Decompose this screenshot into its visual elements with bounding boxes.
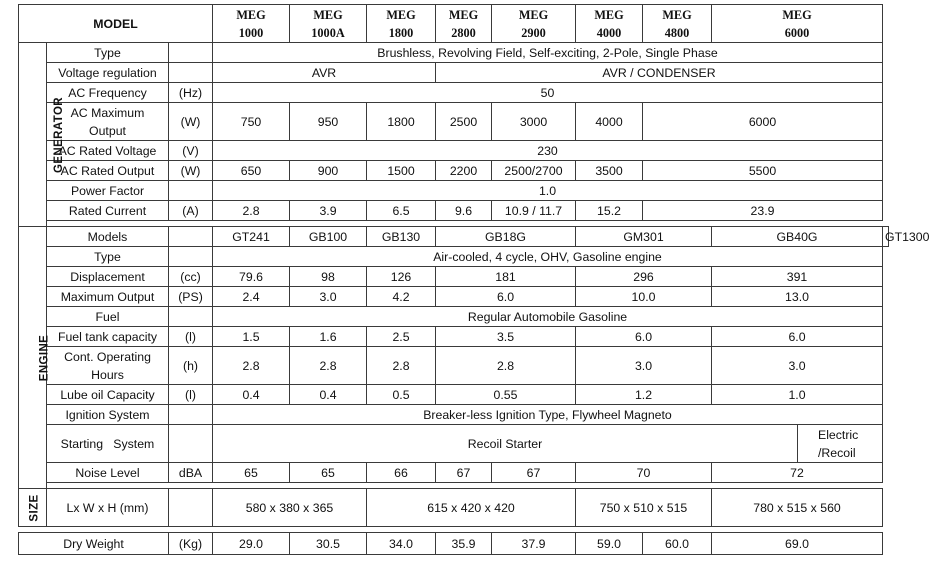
value-cell: 2.8 (436, 347, 576, 385)
value-cell: Air-cooled, 4 cycle, OHV, Gasoline engine (213, 247, 883, 267)
unit-cell: (l) (169, 327, 213, 347)
value-cell: Recoil Starter (213, 425, 798, 463)
row-label: Displacement (47, 267, 169, 287)
value-cell: 2.8 (290, 347, 367, 385)
value-cell: 79.6 (213, 267, 290, 287)
value-cell: 98 (290, 267, 367, 287)
unit-cell: (V) (169, 141, 213, 161)
section-size: SIZE (19, 489, 47, 527)
row-label: AC Maximum Output (47, 103, 169, 141)
value-cell: Electric /Recoil (798, 425, 883, 463)
value-cell: Brushless, Revolving Field, Self-exciting, 2-Pole, Single Phase (213, 43, 883, 63)
value-cell: 67 (492, 463, 576, 483)
table-row (19, 463, 889, 483)
row-label: Lx W x H (mm) (47, 489, 169, 527)
generator-spec-table (18, 4, 929, 555)
unit-cell (169, 181, 213, 201)
unit-cell: (l) (169, 385, 213, 405)
value-cell: 6.0 (576, 327, 712, 347)
value-cell: 0.4 (290, 385, 367, 405)
value-cell: 2500 (436, 103, 492, 141)
model-meg-1000a: MEG 1000A (290, 5, 367, 43)
model-meg-2900: MEG 2900 (492, 5, 576, 43)
value-cell: 181 (436, 267, 576, 287)
table-row (19, 425, 889, 463)
value-cell: 780 x 515 x 560 (712, 489, 883, 527)
value-cell: 4000 (576, 103, 643, 141)
row-label: Power Factor (47, 181, 169, 201)
unit-cell (169, 489, 213, 527)
row-label: Type (47, 43, 169, 63)
table-row (19, 327, 889, 347)
value-cell: GB18G (436, 227, 576, 247)
value-cell: 23.9 (643, 201, 883, 221)
table-row (19, 43, 889, 63)
unit-cell: (cc) (169, 267, 213, 287)
value-cell: 4.2 (367, 287, 436, 307)
value-cell: 3500 (576, 161, 643, 181)
unit-cell (169, 405, 213, 425)
unit-cell (169, 227, 213, 247)
value-cell: 2.4 (213, 287, 290, 307)
value-cell: 750 (213, 103, 290, 141)
value-cell: 0.4 (213, 385, 290, 405)
row-label: Ignition System (47, 405, 169, 425)
value-cell: 5500 (643, 161, 883, 181)
value-cell: 580 x 380 x 365 (213, 489, 367, 527)
section-engine: ENGINE (19, 227, 47, 489)
model-meg-1000: MEG 1000 (213, 5, 290, 43)
table-row (19, 267, 889, 287)
value-cell: GB40G (712, 227, 883, 247)
unit-cell: (W) (169, 161, 213, 181)
row-label: Type (47, 247, 169, 267)
value-cell: 65 (290, 463, 367, 483)
value-cell: 2.5 (367, 327, 436, 347)
unit-cell: (h) (169, 347, 213, 385)
value-cell: 1.0 (712, 385, 883, 405)
value-cell: 391 (712, 267, 883, 287)
value-cell: 750 x 510 x 515 (576, 489, 712, 527)
value-cell: 50 (213, 83, 883, 103)
value-cell: 2200 (436, 161, 492, 181)
value-cell: 230 (213, 141, 883, 161)
model-meg-4000: MEG 4000 (576, 5, 643, 43)
value-cell: 2.8 (367, 347, 436, 385)
value-cell: 72 (712, 463, 883, 483)
value-cell: 29.0 (213, 533, 290, 555)
value-cell: GT241 (213, 227, 290, 247)
value-cell: 1.5 (213, 327, 290, 347)
value-cell: 1500 (367, 161, 436, 181)
unit-cell: (Hz) (169, 83, 213, 103)
table-row (19, 385, 889, 405)
table-row (19, 307, 889, 327)
value-cell: GM301 (576, 227, 712, 247)
row-label: Lube oil Capacity (47, 385, 169, 405)
header-row (19, 5, 889, 43)
row-label: Models (47, 227, 169, 247)
value-cell: 900 (290, 161, 367, 181)
row-label: Noise Level (47, 463, 169, 483)
model-meg-6000: MEG 6000 (712, 5, 883, 43)
table-row (19, 533, 889, 555)
value-cell: 3.0 (576, 347, 712, 385)
value-cell: 1.2 (576, 385, 712, 405)
table-row (19, 181, 889, 201)
table-row (19, 103, 889, 141)
unit-cell: (W) (169, 103, 213, 141)
value-cell: GB130 (367, 227, 436, 247)
table-row (19, 405, 889, 425)
value-cell: 296 (576, 267, 712, 287)
table-row (19, 287, 889, 307)
table-row (19, 161, 889, 181)
value-cell: 1.6 (290, 327, 367, 347)
row-label: Fuel tank capacity (47, 327, 169, 347)
value-cell: 66 (367, 463, 436, 483)
value-cell: 30.5 (290, 533, 367, 555)
value-cell: AVR / CONDENSER (436, 63, 883, 83)
value-cell: Regular Automobile Gasoline (213, 307, 883, 327)
value-cell: 3.0 (290, 287, 367, 307)
value-cell: 6.5 (367, 201, 436, 221)
value-cell: 6.0 (436, 287, 576, 307)
value-cell: 3000 (492, 103, 576, 141)
value-cell: 15.2 (576, 201, 643, 221)
row-label: AC Rated Voltage (47, 141, 169, 161)
row-label: Rated Current (47, 201, 169, 221)
value-cell: 126 (367, 267, 436, 287)
unit-cell (169, 63, 213, 83)
row-label: Dry Weight (19, 533, 169, 555)
unit-cell: (PS) (169, 287, 213, 307)
value-cell: 0.55 (436, 385, 576, 405)
row-label: Cont. Operating Hours (47, 347, 169, 385)
unit-cell (169, 247, 213, 267)
value-cell: 3.0 (712, 347, 883, 385)
value-cell: 37.9 (492, 533, 576, 555)
table-row (19, 347, 889, 385)
row-label: AC Frequency (47, 83, 169, 103)
value-cell: GT1300 (883, 227, 889, 247)
row-label: AC Rated Output (47, 161, 169, 181)
value-cell: GB100 (290, 227, 367, 247)
model-meg-2800: MEG 2800 (436, 5, 492, 43)
model-meg-4800: MEG 4800 (643, 5, 712, 43)
value-cell: 3.5 (436, 327, 576, 347)
value-cell: 10.0 (576, 287, 712, 307)
table-row (19, 247, 889, 267)
table-row (19, 489, 889, 527)
value-cell: 6000 (643, 103, 883, 141)
value-cell: 10.9 / 11.7 (492, 201, 576, 221)
unit-cell: (A) (169, 201, 213, 221)
table-row (19, 227, 889, 247)
value-cell: 9.6 (436, 201, 492, 221)
table-row (19, 83, 889, 103)
value-cell: 0.5 (367, 385, 436, 405)
row-label: Starting System (47, 425, 169, 463)
row-label: Voltage regulation (47, 63, 169, 83)
value-cell: 70 (576, 463, 712, 483)
model-meg-1800: MEG 1800 (367, 5, 436, 43)
value-cell: 2.8 (213, 347, 290, 385)
value-cell: 1800 (367, 103, 436, 141)
value-cell: 59.0 (576, 533, 643, 555)
value-cell: AVR (213, 63, 436, 83)
row-label: Fuel (47, 307, 169, 327)
value-cell: 69.0 (712, 533, 883, 555)
value-cell: 65 (213, 463, 290, 483)
value-cell: Breaker-less Ignition Type, Flywheel Magneto (213, 405, 883, 425)
value-cell: 67 (436, 463, 492, 483)
table-row (19, 201, 889, 221)
section-generator: GENERATOR (19, 43, 47, 227)
unit-cell (169, 43, 213, 63)
model-header: MODEL (19, 5, 213, 43)
value-cell: 650 (213, 161, 290, 181)
unit-cell (169, 425, 213, 463)
value-cell: 13.0 (712, 287, 883, 307)
value-cell: 615 x 420 x 420 (367, 489, 576, 527)
unit-cell (169, 307, 213, 327)
value-cell: 6.0 (712, 327, 883, 347)
value-cell: 2.8 (213, 201, 290, 221)
value-cell: 3.9 (290, 201, 367, 221)
table-row (19, 63, 889, 83)
value-cell: 950 (290, 103, 367, 141)
row-label: Maximum Output (47, 287, 169, 307)
value-cell: 60.0 (643, 533, 712, 555)
value-cell: 2500/2700 (492, 161, 576, 181)
table-row (19, 141, 889, 161)
value-cell: 34.0 (367, 533, 436, 555)
value-cell: 1.0 (213, 181, 883, 201)
unit-cell: dBA (169, 463, 213, 483)
value-cell: 35.9 (436, 533, 492, 555)
unit-cell: (Kg) (169, 533, 213, 555)
